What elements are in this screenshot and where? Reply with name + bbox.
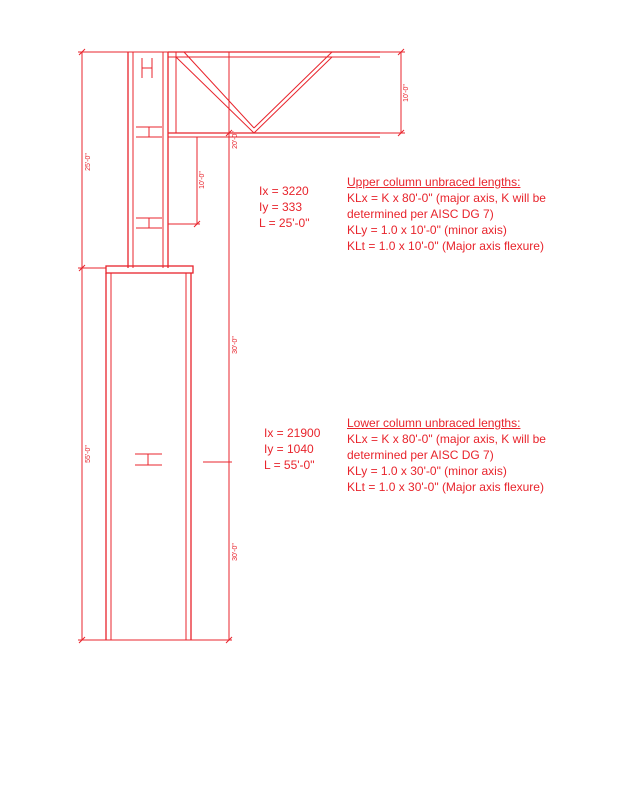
lower-note-line: KLy = 1.0 x 30'-0" (minor axis) [347,464,507,478]
upper-brace-dimension-line [168,137,200,227]
upper-section-symbol-low [136,218,162,228]
upper-ix: Ix = 3220 [259,184,309,198]
upper-column-properties [259,183,309,231]
lower-notes-heading: Lower column unbraced lengths: [347,416,521,430]
lower-section-symbol [135,454,162,465]
upper-note-line: determined per AISC DG 7) [347,207,494,221]
roof-truss [168,52,380,137]
truss-depth-dimension-line [380,49,405,136]
lower-length: L = 55'-0" [264,458,315,472]
upper-note-line: KLx = K x 80'-0" (major axis, K will be [347,191,546,205]
lower-iy: Iy = 1040 [264,442,314,456]
dim-upper-brace-1: 20'-0" [232,131,239,149]
upper-section-symbol-mid [136,127,162,137]
upper-section-symbol-top [142,58,152,78]
lower-column-notes [347,415,546,495]
upper-note-line: KLy = 1.0 x 10'-0" (minor axis) [347,223,507,237]
upper-iy: Iy = 333 [259,200,303,214]
cap-plate [106,266,193,273]
dim-lower-bottom: 30'-0" [232,543,239,561]
upper-column [128,52,168,268]
dim-upper-brace-2: 10'-0" [199,171,206,189]
lower-note-line: determined per AISC DG 7) [347,448,494,462]
upper-notes-heading: Upper column unbraced lengths: [347,175,521,189]
lower-ix: Ix = 21900 [264,426,321,440]
dim-upper-total: 25'-0" [85,153,92,171]
lower-note-line: KLx = K x 80'-0" (major axis, K will be [347,432,546,446]
lower-column-properties [264,425,320,473]
lower-note-line: KLt = 1.0 x 30'-0" (Major axis flexure) [347,480,544,494]
dim-lower-top: 30'-0" [232,336,239,354]
dim-truss-depth: 10'-0" [403,84,410,102]
left-dimension-line [78,49,128,643]
upper-note-line: KLt = 1.0 x 10'-0" (Major axis flexure) [347,239,544,253]
upper-column-notes [347,174,546,254]
dim-lower-total: 55'-0" [85,445,92,463]
upper-length: L = 25'-0" [259,216,310,230]
